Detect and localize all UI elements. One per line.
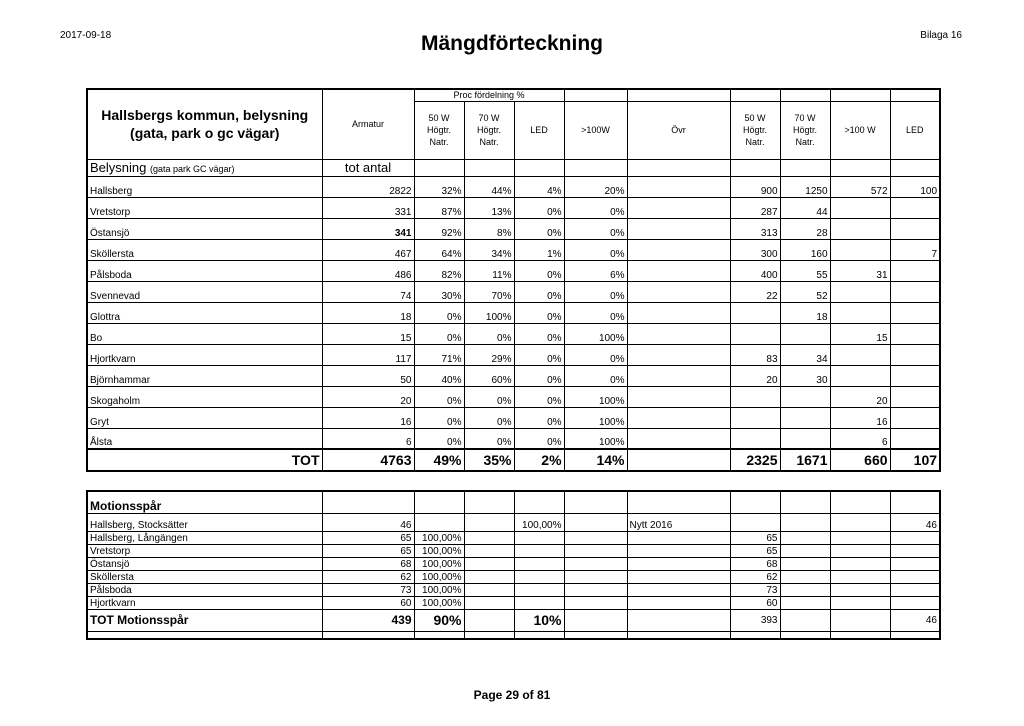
cell-n50: 65 xyxy=(730,531,780,544)
cell-p100: 0% xyxy=(564,197,627,218)
cell-nled xyxy=(890,344,940,365)
row-name: Björnhammar xyxy=(87,365,322,386)
cell-total: 60 xyxy=(322,596,414,609)
row-name: Östansjö xyxy=(87,218,322,239)
cell-ovr xyxy=(627,344,730,365)
cell-n70: 28 xyxy=(780,218,830,239)
cell-nled xyxy=(890,544,940,557)
cell-n100: 15 xyxy=(830,323,890,344)
cell-n70 xyxy=(780,323,830,344)
table-row xyxy=(87,557,940,570)
cell-ovr xyxy=(627,544,730,557)
cell-p70 xyxy=(464,544,514,557)
cell-n100 xyxy=(830,544,890,557)
cell-n100 xyxy=(830,302,890,323)
cell-n70 xyxy=(780,596,830,609)
cell-n50: 60 xyxy=(730,596,780,609)
trail-total-label: TOT Motionsspår xyxy=(87,609,322,631)
cell-pled xyxy=(514,596,564,609)
cell-p70: 100% xyxy=(464,302,514,323)
row-name: Pålsboda xyxy=(87,583,322,596)
cell-pled: 0% xyxy=(514,386,564,407)
cell-pled: 0% xyxy=(514,260,564,281)
cell-ovr xyxy=(627,557,730,570)
cell-p50: 100,00% xyxy=(414,570,464,583)
cell-total: 20 xyxy=(322,386,414,407)
appendix-label: Bilaga 16 xyxy=(920,30,962,41)
table-row xyxy=(87,239,940,260)
cell-p50: 100,00% xyxy=(414,544,464,557)
cell-total: 117 xyxy=(322,344,414,365)
cell-ovr xyxy=(627,260,730,281)
cell-ovr: Nytt 2016 xyxy=(627,513,730,531)
cell-ovr xyxy=(627,596,730,609)
cell-nled xyxy=(890,365,940,386)
row-name: Vretstorp xyxy=(87,197,322,218)
cell-nled xyxy=(890,218,940,239)
cell-n50: 313 xyxy=(730,218,780,239)
cell-p50: 100,00% xyxy=(414,557,464,570)
cell-ovr xyxy=(627,531,730,544)
cell-total: 73 xyxy=(322,583,414,596)
cell-total: 74 xyxy=(322,281,414,302)
cell-p70 xyxy=(464,557,514,570)
cell-nled: 46 xyxy=(890,513,940,531)
cell-p50: 0% xyxy=(414,428,464,449)
cell-p50: 71% xyxy=(414,344,464,365)
cell-p100 xyxy=(564,513,627,531)
cell-p100: 0% xyxy=(564,344,627,365)
cell-n50: 83 xyxy=(730,344,780,365)
cell-n100 xyxy=(830,513,890,531)
col-100w: >100W xyxy=(564,101,627,159)
cell-p100: 0% xyxy=(564,239,627,260)
cell-n100 xyxy=(830,596,890,609)
cell-n70 xyxy=(780,570,830,583)
cell-nled xyxy=(890,281,940,302)
proc-header: Proc fördelning % xyxy=(414,89,564,101)
cell-p70: 60% xyxy=(464,365,514,386)
cell-n70 xyxy=(780,544,830,557)
cell-n100: 16 xyxy=(830,407,890,428)
table-row xyxy=(87,513,940,531)
table-row xyxy=(87,428,940,449)
cell-total: 467 xyxy=(322,239,414,260)
row-name: Glottra xyxy=(87,302,322,323)
row-name: Ålsta xyxy=(87,428,322,449)
cell-p50: 92% xyxy=(414,218,464,239)
row-name: Bo xyxy=(87,323,322,344)
cell-p50: 32% xyxy=(414,176,464,197)
trail-spacer-row xyxy=(87,631,940,639)
cell-p100 xyxy=(564,596,627,609)
cell-p100 xyxy=(564,583,627,596)
cell-ovr xyxy=(627,176,730,197)
cell-ovr xyxy=(627,583,730,596)
cell-n50: 20 xyxy=(730,365,780,386)
cell-nled: 100 xyxy=(890,176,940,197)
cell-ovr xyxy=(627,570,730,583)
page-title: Mängdförteckning xyxy=(421,32,603,55)
cell-pled: 0% xyxy=(514,197,564,218)
cell-p100: 0% xyxy=(564,365,627,386)
cell-n100: 31 xyxy=(830,260,890,281)
table-title xyxy=(87,89,322,159)
cell-n70: 55 xyxy=(780,260,830,281)
cell-total: 15 xyxy=(322,323,414,344)
cell-n50: 400 xyxy=(730,260,780,281)
cell-nled xyxy=(890,428,940,449)
cell-total: 65 xyxy=(322,544,414,557)
section-row xyxy=(87,159,940,176)
cell-nled: 7 xyxy=(890,239,940,260)
cell-p100: 100% xyxy=(564,407,627,428)
col-50w-count: 50 W Högtr. Natr. xyxy=(730,101,780,159)
cell-n50: 62 xyxy=(730,570,780,583)
cell-n50 xyxy=(730,302,780,323)
cell-n100 xyxy=(830,557,890,570)
total-row: TOT 4763 49% 35% 2% 14% 2325 1671 660 107 xyxy=(87,449,940,471)
cell-p70 xyxy=(464,513,514,531)
row-name: Sköllersta xyxy=(87,570,322,583)
row-name: Hallsberg, Långängen xyxy=(87,531,322,544)
cell-ovr xyxy=(627,428,730,449)
cell-n70: 30 xyxy=(780,365,830,386)
cell-n70 xyxy=(780,557,830,570)
cell-n100: 572 xyxy=(830,176,890,197)
table-row xyxy=(87,407,940,428)
cell-n50: 73 xyxy=(730,583,780,596)
table-title-line1: Hallsbergs kommun, belysning xyxy=(101,107,309,124)
cell-pled: 0% xyxy=(514,428,564,449)
cell-n70: 52 xyxy=(780,281,830,302)
cell-p100: 20% xyxy=(564,176,627,197)
cell-n100 xyxy=(830,531,890,544)
cell-p70 xyxy=(464,570,514,583)
cell-p70: 0% xyxy=(464,323,514,344)
row-name: Pålsboda xyxy=(87,260,322,281)
cell-n100: 20 xyxy=(830,386,890,407)
cell-p100 xyxy=(564,557,627,570)
cell-p70: 8% xyxy=(464,218,514,239)
cell-ovr xyxy=(627,302,730,323)
cell-p70 xyxy=(464,596,514,609)
table-row xyxy=(87,176,940,197)
cell-p70: 11% xyxy=(464,260,514,281)
table-row xyxy=(87,260,940,281)
cell-n70: 1250 xyxy=(780,176,830,197)
cell-nled xyxy=(890,407,940,428)
cell-pled: 0% xyxy=(514,365,564,386)
cell-p50: 64% xyxy=(414,239,464,260)
cell-pled: 0% xyxy=(514,302,564,323)
cell-p100 xyxy=(564,531,627,544)
cell-n70: 18 xyxy=(780,302,830,323)
cell-p100 xyxy=(564,570,627,583)
section-label: Belysning (gata park GC vägar) xyxy=(87,159,322,176)
cell-nled xyxy=(890,596,940,609)
cell-p100: 100% xyxy=(564,323,627,344)
cell-nled xyxy=(890,557,940,570)
table-title-line2: (gata, park o gc vägar) xyxy=(130,125,280,142)
cell-p100: 6% xyxy=(564,260,627,281)
col-50w: 50 W Högtr. Natr. xyxy=(414,101,464,159)
cell-pled xyxy=(514,570,564,583)
cell-p100: 100% xyxy=(564,428,627,449)
cell-ovr xyxy=(627,239,730,260)
table-row xyxy=(87,570,940,583)
table-row xyxy=(87,544,940,557)
col-70w: 70 W Högtr. Natr. xyxy=(464,101,514,159)
cell-total: 68 xyxy=(322,557,414,570)
cell-n100 xyxy=(830,365,890,386)
table-row xyxy=(87,583,940,596)
row-name: Hallsberg, Stocksätter xyxy=(87,513,322,531)
cell-ovr xyxy=(627,407,730,428)
cell-n70 xyxy=(780,386,830,407)
cell-pled xyxy=(514,583,564,596)
cell-n50: 287 xyxy=(730,197,780,218)
trail-title-row xyxy=(87,491,940,513)
cell-p50: 0% xyxy=(414,386,464,407)
cell-p50: 82% xyxy=(414,260,464,281)
cell-n100 xyxy=(830,218,890,239)
table-row xyxy=(87,531,940,544)
cell-total: 331 xyxy=(322,197,414,218)
cell-p70 xyxy=(464,531,514,544)
cell-pled: 4% xyxy=(514,176,564,197)
cell-p50: 0% xyxy=(414,302,464,323)
col-ovr: Övr xyxy=(627,101,730,159)
cell-n50 xyxy=(730,323,780,344)
cell-p70: 44% xyxy=(464,176,514,197)
table-row xyxy=(87,596,940,609)
table-row xyxy=(87,197,940,218)
cell-p100: 0% xyxy=(564,218,627,239)
cell-p50: 100,00% xyxy=(414,583,464,596)
cell-n50: 22 xyxy=(730,281,780,302)
trail-title: Motionsspår xyxy=(87,491,322,513)
cell-n50 xyxy=(730,428,780,449)
cell-total: 62 xyxy=(322,570,414,583)
row-name: Hjortkvarn xyxy=(87,344,322,365)
cell-n100 xyxy=(830,197,890,218)
cell-n50: 68 xyxy=(730,557,780,570)
cell-pled: 0% xyxy=(514,344,564,365)
cell-total: 18 xyxy=(322,302,414,323)
cell-p70: 0% xyxy=(464,407,514,428)
cell-p50 xyxy=(414,513,464,531)
row-name: Östansjö xyxy=(87,557,322,570)
cell-p50: 30% xyxy=(414,281,464,302)
cell-n70 xyxy=(780,513,830,531)
col-led: LED xyxy=(514,101,564,159)
cell-nled xyxy=(890,570,940,583)
cell-nled xyxy=(890,323,940,344)
cell-pled: 0% xyxy=(514,281,564,302)
cell-n70 xyxy=(780,407,830,428)
cell-ovr xyxy=(627,218,730,239)
row-name: Hallsberg xyxy=(87,176,322,197)
cell-p50: 100,00% xyxy=(414,531,464,544)
cell-n100: 6 xyxy=(830,428,890,449)
cell-n50 xyxy=(730,513,780,531)
cell-ovr xyxy=(627,281,730,302)
proc-header-row xyxy=(87,89,940,101)
cell-pled: 100,00% xyxy=(514,513,564,531)
cell-n100 xyxy=(830,281,890,302)
cell-pled: 1% xyxy=(514,239,564,260)
cell-total: 341 xyxy=(322,218,414,239)
cell-n50: 900 xyxy=(730,176,780,197)
lighting-rows xyxy=(87,176,940,449)
table-row xyxy=(87,365,940,386)
col-100w-count: >100 W xyxy=(830,101,890,159)
col-70w-count: 70 W Högtr. Natr. xyxy=(780,101,830,159)
cell-total: 50 xyxy=(322,365,414,386)
document-date: 2017-09-18 xyxy=(60,30,112,41)
cell-nled xyxy=(890,583,940,596)
total-count: 4763 xyxy=(322,449,414,471)
cell-p70: 34% xyxy=(464,239,514,260)
cell-p70: 0% xyxy=(464,386,514,407)
table-row xyxy=(87,386,940,407)
cell-ovr xyxy=(627,386,730,407)
cell-nled xyxy=(890,531,940,544)
cell-n50: 300 xyxy=(730,239,780,260)
cell-total: 16 xyxy=(322,407,414,428)
cell-total: 65 xyxy=(322,531,414,544)
cell-pled xyxy=(514,531,564,544)
cell-p100: 0% xyxy=(564,281,627,302)
row-name: Skogaholm xyxy=(87,386,322,407)
cell-p70: 70% xyxy=(464,281,514,302)
row-name: Svennevad xyxy=(87,281,322,302)
cell-n70: 160 xyxy=(780,239,830,260)
lighting-table xyxy=(86,88,941,472)
total-label: TOT xyxy=(87,449,322,471)
cell-n100 xyxy=(830,583,890,596)
cell-n50: 65 xyxy=(730,544,780,557)
cell-n70 xyxy=(780,531,830,544)
cell-total: 46 xyxy=(322,513,414,531)
cell-pled xyxy=(514,544,564,557)
cell-p50: 100,00% xyxy=(414,596,464,609)
cell-nled xyxy=(890,197,940,218)
cell-p70 xyxy=(464,583,514,596)
cell-n100 xyxy=(830,570,890,583)
cell-pled: 0% xyxy=(514,218,564,239)
cell-n50 xyxy=(730,407,780,428)
cell-pled: 0% xyxy=(514,323,564,344)
cell-p50: 87% xyxy=(414,197,464,218)
cell-p50: 40% xyxy=(414,365,464,386)
table-row xyxy=(87,344,940,365)
cell-n70: 34 xyxy=(780,344,830,365)
cell-pled xyxy=(514,557,564,570)
section-total-label: tot antal xyxy=(322,159,414,176)
col-led-count: LED xyxy=(890,101,940,159)
cell-n100 xyxy=(830,239,890,260)
cell-p70: 13% xyxy=(464,197,514,218)
col-armatur: Armatur xyxy=(322,89,414,159)
row-name: Gryt xyxy=(87,407,322,428)
cell-nled xyxy=(890,260,940,281)
table-row xyxy=(87,281,940,302)
cell-nled xyxy=(890,302,940,323)
cell-pled: 0% xyxy=(514,407,564,428)
trail-rows xyxy=(87,513,940,609)
cell-total: 6 xyxy=(322,428,414,449)
cell-ovr xyxy=(627,197,730,218)
cell-p100: 100% xyxy=(564,386,627,407)
cell-n70 xyxy=(780,428,830,449)
cell-n70 xyxy=(780,583,830,596)
cell-nled xyxy=(890,386,940,407)
row-name: Vretstorp xyxy=(87,544,322,557)
table-row xyxy=(87,323,940,344)
table-row xyxy=(87,302,940,323)
trail-table xyxy=(86,490,941,640)
cell-n50 xyxy=(730,386,780,407)
cell-total: 486 xyxy=(322,260,414,281)
cell-p50: 0% xyxy=(414,407,464,428)
page-number: Page 29 of 81 xyxy=(473,688,551,702)
table-row xyxy=(87,218,940,239)
cell-n100 xyxy=(830,344,890,365)
cell-p100: 0% xyxy=(564,302,627,323)
cell-n70: 44 xyxy=(780,197,830,218)
cell-p70: 0% xyxy=(464,428,514,449)
row-name: Sköllersta xyxy=(87,239,322,260)
row-name: Hjortkvarn xyxy=(87,596,322,609)
cell-p100 xyxy=(564,544,627,557)
cell-total: 2822 xyxy=(322,176,414,197)
trail-total-row: TOT Motionsspår 439 90% 10% 393 46 xyxy=(87,609,940,631)
cell-ovr xyxy=(627,323,730,344)
cell-p50: 0% xyxy=(414,323,464,344)
cell-p70: 29% xyxy=(464,344,514,365)
cell-ovr xyxy=(627,365,730,386)
